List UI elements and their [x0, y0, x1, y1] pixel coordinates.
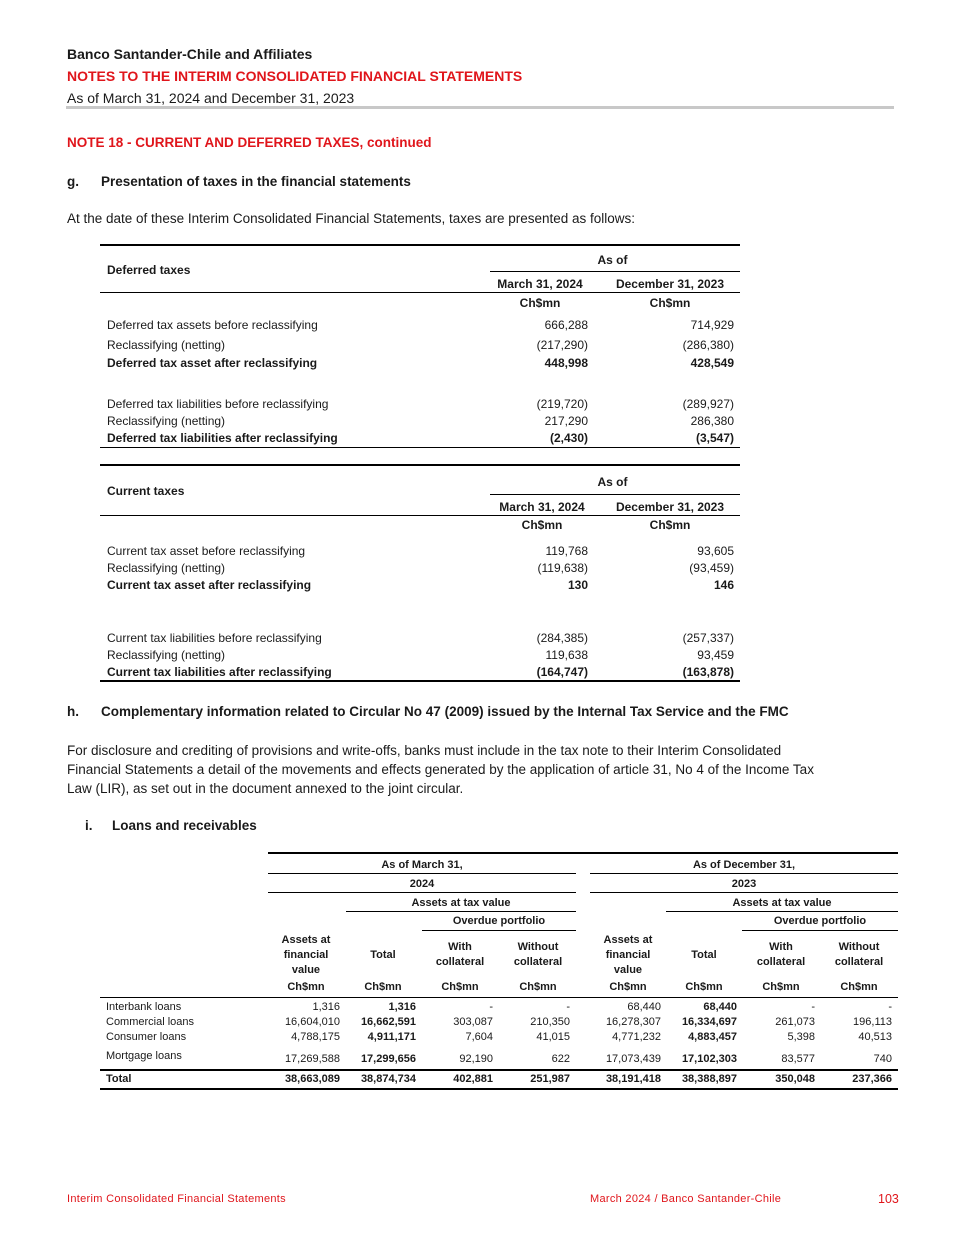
- deferred-heading: Deferred taxes: [107, 263, 191, 277]
- section-g-heading: [67, 174, 667, 192]
- section-g-letter: g.: [67, 174, 79, 189]
- table-top-rule: [268, 852, 898, 854]
- cell: 17,269,588: [284, 1053, 340, 1065]
- row-value-2023: (163,878): [682, 665, 734, 679]
- row-label: Deferred tax assets before reclassifying: [107, 318, 318, 332]
- cell: 17,299,656: [360, 1053, 416, 1065]
- year-rule: [268, 892, 576, 893]
- cell: 4,911,171: [367, 1031, 416, 1043]
- row-value-2023: 93,459: [697, 648, 734, 662]
- cell: -: [489, 1001, 493, 1013]
- page-number: 103: [878, 1192, 899, 1206]
- paragraph-line: Financial Statements a detail of the movements and effects generated by the application of article 31, No 4 of the Income Tax: [67, 762, 814, 777]
- cell: 16,278,307: [605, 1016, 661, 1028]
- unit-col2: Ch$mn: [649, 296, 691, 310]
- cell: 210,350: [530, 1016, 570, 1028]
- row-value-2023: 286,380: [690, 414, 734, 428]
- table-bottom-rule: [100, 1088, 898, 1090]
- period-2023-title: As of December 31,: [692, 859, 796, 871]
- row-value-2023: 428,549: [690, 356, 734, 370]
- table-bottom-rule: [100, 447, 740, 448]
- loans-table: [100, 850, 900, 1095]
- paragraph-line: For disclosure and crediting of provisions and write-offs, banks must include in the tax note to their Interim Consolidated: [67, 743, 782, 758]
- total-cell: 38,874,734: [360, 1073, 416, 1085]
- header-rule: [100, 997, 898, 998]
- period-2024-title: As of March 31,: [381, 859, 463, 871]
- total-cell: 237,366: [852, 1073, 892, 1085]
- row-label: Consumer loans: [106, 1031, 187, 1043]
- total-cell: 38,388,897: [681, 1073, 737, 1085]
- col-with-collateral: With collateral: [435, 941, 485, 968]
- col-with-collateral: With collateral: [756, 941, 806, 968]
- row-value-2024: 119,638: [545, 648, 588, 662]
- row-label: Deferred tax liabilities after reclassifying: [107, 431, 338, 445]
- row-value-2024: 119,768: [545, 544, 588, 558]
- row-value-2023: (286,380): [682, 338, 734, 352]
- row-value-2023: (93,459): [689, 561, 734, 575]
- row-label: Current tax asset after reclassifying: [107, 578, 312, 592]
- cell: 4,883,457: [688, 1031, 737, 1043]
- row-label: Deferred tax liabilities before reclassifying: [107, 397, 329, 411]
- notes-title: NOTES TO THE INTERIM CONSOLIDATED FINANCIAL STATEMENTS: [67, 68, 523, 84]
- row-value-2023: (289,927): [682, 397, 734, 411]
- col-without-collateral: Without collateral: [834, 941, 884, 968]
- overdue-2024: Overdue portfolio: [452, 915, 546, 927]
- section-i-letter: i.: [85, 818, 93, 833]
- row-value-2024: 130: [567, 578, 588, 592]
- assets-tax-rule: [346, 911, 576, 912]
- section-g-title: Presentation of taxes in the financial statements: [101, 174, 411, 189]
- as-of-rule: [490, 494, 740, 495]
- total-cell: 402,881: [453, 1073, 493, 1085]
- cell: 92,190: [459, 1053, 493, 1065]
- period-rule: [590, 873, 898, 874]
- unit-col2: Ch$mn: [649, 518, 691, 532]
- col-dec-2023: December 31, 2023: [615, 500, 725, 514]
- cell: 4,788,175: [291, 1031, 340, 1043]
- col-total: Total: [370, 949, 396, 961]
- row-label: Reclassifying (netting): [107, 414, 226, 428]
- row-value-2023: (257,337): [682, 631, 734, 645]
- unit-label: Ch$mn: [609, 981, 647, 993]
- section-h-letter: h.: [67, 704, 79, 719]
- period-2024-year: 2024: [409, 878, 435, 890]
- total-cell: 38,663,089: [284, 1073, 340, 1085]
- cell: -: [566, 1001, 570, 1013]
- table-top-rule: [100, 244, 740, 246]
- total-cell: 350,048: [775, 1073, 815, 1085]
- table-top-rule: [100, 464, 740, 466]
- cell: 16,334,697: [681, 1016, 737, 1028]
- row-label: Current tax liabilities after reclassifying: [107, 665, 332, 679]
- header-rule: [100, 292, 740, 293]
- row-label: Current tax liabilities before reclassifying: [107, 631, 322, 645]
- cell: 4,771,232: [612, 1031, 661, 1043]
- cell: 196,113: [853, 1016, 892, 1028]
- col-total: Total: [691, 949, 717, 961]
- cell: 303,087: [453, 1016, 493, 1028]
- cell: 7,604: [465, 1031, 493, 1043]
- row-label: Reclassifying (netting): [107, 648, 226, 662]
- current-taxes-table: [100, 464, 740, 684]
- cell: 1,316: [388, 1001, 416, 1013]
- cell: -: [811, 1001, 815, 1013]
- row-label: Deferred tax asset after reclassifying: [107, 356, 318, 370]
- footer-mid: March 2024 / Banco Santander-Chile: [590, 1193, 782, 1205]
- note-title: NOTE 18 - CURRENT AND DEFERRED TAXES, continued: [67, 135, 432, 150]
- current-heading: Current taxes: [107, 484, 185, 498]
- row-value-2024: 666,288: [544, 318, 588, 332]
- cell: 622: [551, 1053, 570, 1065]
- header-rule: [100, 515, 740, 516]
- as-of-label: As of: [597, 253, 628, 267]
- row-value-2024: (217,290): [536, 338, 588, 352]
- row-value-2024: (284,385): [536, 631, 588, 645]
- assets-tax-2024: Assets at tax value: [411, 897, 511, 909]
- cell: 16,604,010: [284, 1016, 340, 1028]
- section-g-intro: At the date of these Interim Consolidated Financial Statements, taxes are presented as follows:: [67, 211, 636, 226]
- period-rule: [268, 873, 576, 874]
- cell: 17,073,439: [605, 1053, 661, 1065]
- col-dec-2023: December 31, 2023: [615, 277, 725, 291]
- as-of-date: As of March 31, 2024 and December 31, 2023: [67, 90, 355, 106]
- row-value-2024: (164,747): [536, 665, 588, 679]
- unit-label: Ch$mn: [287, 981, 325, 993]
- overdue-2023: Overdue portfolio: [773, 915, 867, 927]
- row-value-2024: (219,720): [536, 397, 588, 411]
- as-of-label: As of: [597, 475, 628, 489]
- row-value-2024: (119,638): [537, 561, 588, 575]
- section-h-heading: [67, 704, 897, 722]
- row-value-2024: (2,430): [549, 431, 588, 445]
- row-label: Reclassifying (netting): [107, 338, 226, 352]
- row-value-2024: 448,998: [544, 356, 588, 370]
- table-bottom-rule: [100, 680, 740, 682]
- assets-tax-2023: Assets at tax value: [732, 897, 832, 909]
- unit-col1: Ch$mn: [519, 296, 561, 310]
- cell: 68,440: [627, 1001, 661, 1013]
- cell: 17,102,303: [681, 1053, 737, 1065]
- col-assets-financial-value: Assets at financial value: [603, 934, 653, 976]
- as-of-rule: [490, 271, 740, 272]
- cell: 261,073: [775, 1016, 815, 1028]
- overdue-rule: [422, 930, 576, 931]
- col-march-2024: March 31, 2024: [499, 500, 585, 514]
- row-label: Reclassifying (netting): [107, 561, 226, 575]
- cell: 740: [873, 1053, 892, 1065]
- cell: 5,398: [787, 1031, 815, 1043]
- total-cell: 251,987: [530, 1073, 570, 1085]
- col-march-2024: March 31, 2024: [497, 277, 583, 291]
- row-value-2023: 146: [713, 578, 734, 592]
- deferred-taxes-table: [100, 244, 740, 449]
- unit-label: Ch$mn: [762, 981, 800, 993]
- paragraph-line: Law (LIR), as set out in the document annexed to the joint circular.: [67, 781, 464, 796]
- overdue-rule: [742, 930, 898, 931]
- header-divider: [66, 106, 894, 109]
- total-cell: 38,191,418: [605, 1073, 661, 1085]
- row-label: Current tax asset before reclassifying: [107, 544, 306, 558]
- row-value-2023: 714,929: [690, 318, 734, 332]
- section-h-paragraph: [67, 741, 912, 798]
- unit-label: Ch$mn: [685, 981, 723, 993]
- total-top-rule: [100, 1069, 898, 1071]
- year-rule: [590, 892, 898, 893]
- row-label: Commercial loans: [106, 1016, 195, 1028]
- row-value-2023: 93,605: [697, 544, 734, 558]
- section-h-title: Complementary information related to Circular No 47 (2009) issued by the Internal Tax Service and the FMC: [101, 704, 789, 719]
- cell: 41,015: [536, 1031, 570, 1043]
- section-i-heading: [85, 818, 485, 836]
- company-name: Banco Santander-Chile and Affiliates: [67, 46, 313, 62]
- cell: -: [888, 1001, 892, 1013]
- footer-left: Interim Consolidated Financial Statements: [67, 1193, 286, 1205]
- col-without-collateral: Without collateral: [513, 941, 563, 968]
- cell: 68,440: [703, 1001, 737, 1013]
- row-label: Interbank loans: [106, 1001, 182, 1013]
- period-2023-year: 2023: [731, 878, 757, 890]
- unit-label: Ch$mn: [840, 981, 878, 993]
- col-assets-financial-value: Assets at financial value: [281, 934, 331, 976]
- assets-tax-rule: [666, 911, 898, 912]
- total-label: Total: [106, 1073, 132, 1085]
- unit-label: Ch$mn: [364, 981, 402, 993]
- cell: 40,513: [858, 1031, 892, 1043]
- cell: 16,662,591: [360, 1016, 416, 1028]
- unit-col1: Ch$mn: [521, 518, 563, 532]
- row-value-2024: 217,290: [544, 414, 588, 428]
- cell: 83,577: [781, 1053, 815, 1065]
- section-i-title: Loans and receivables: [112, 818, 257, 833]
- cell: 1,316: [312, 1001, 340, 1013]
- row-value-2023: (3,547): [695, 431, 734, 445]
- row-label: Mortgage loans: [106, 1050, 182, 1062]
- unit-label: Ch$mn: [441, 981, 479, 993]
- unit-label: Ch$mn: [519, 981, 557, 993]
